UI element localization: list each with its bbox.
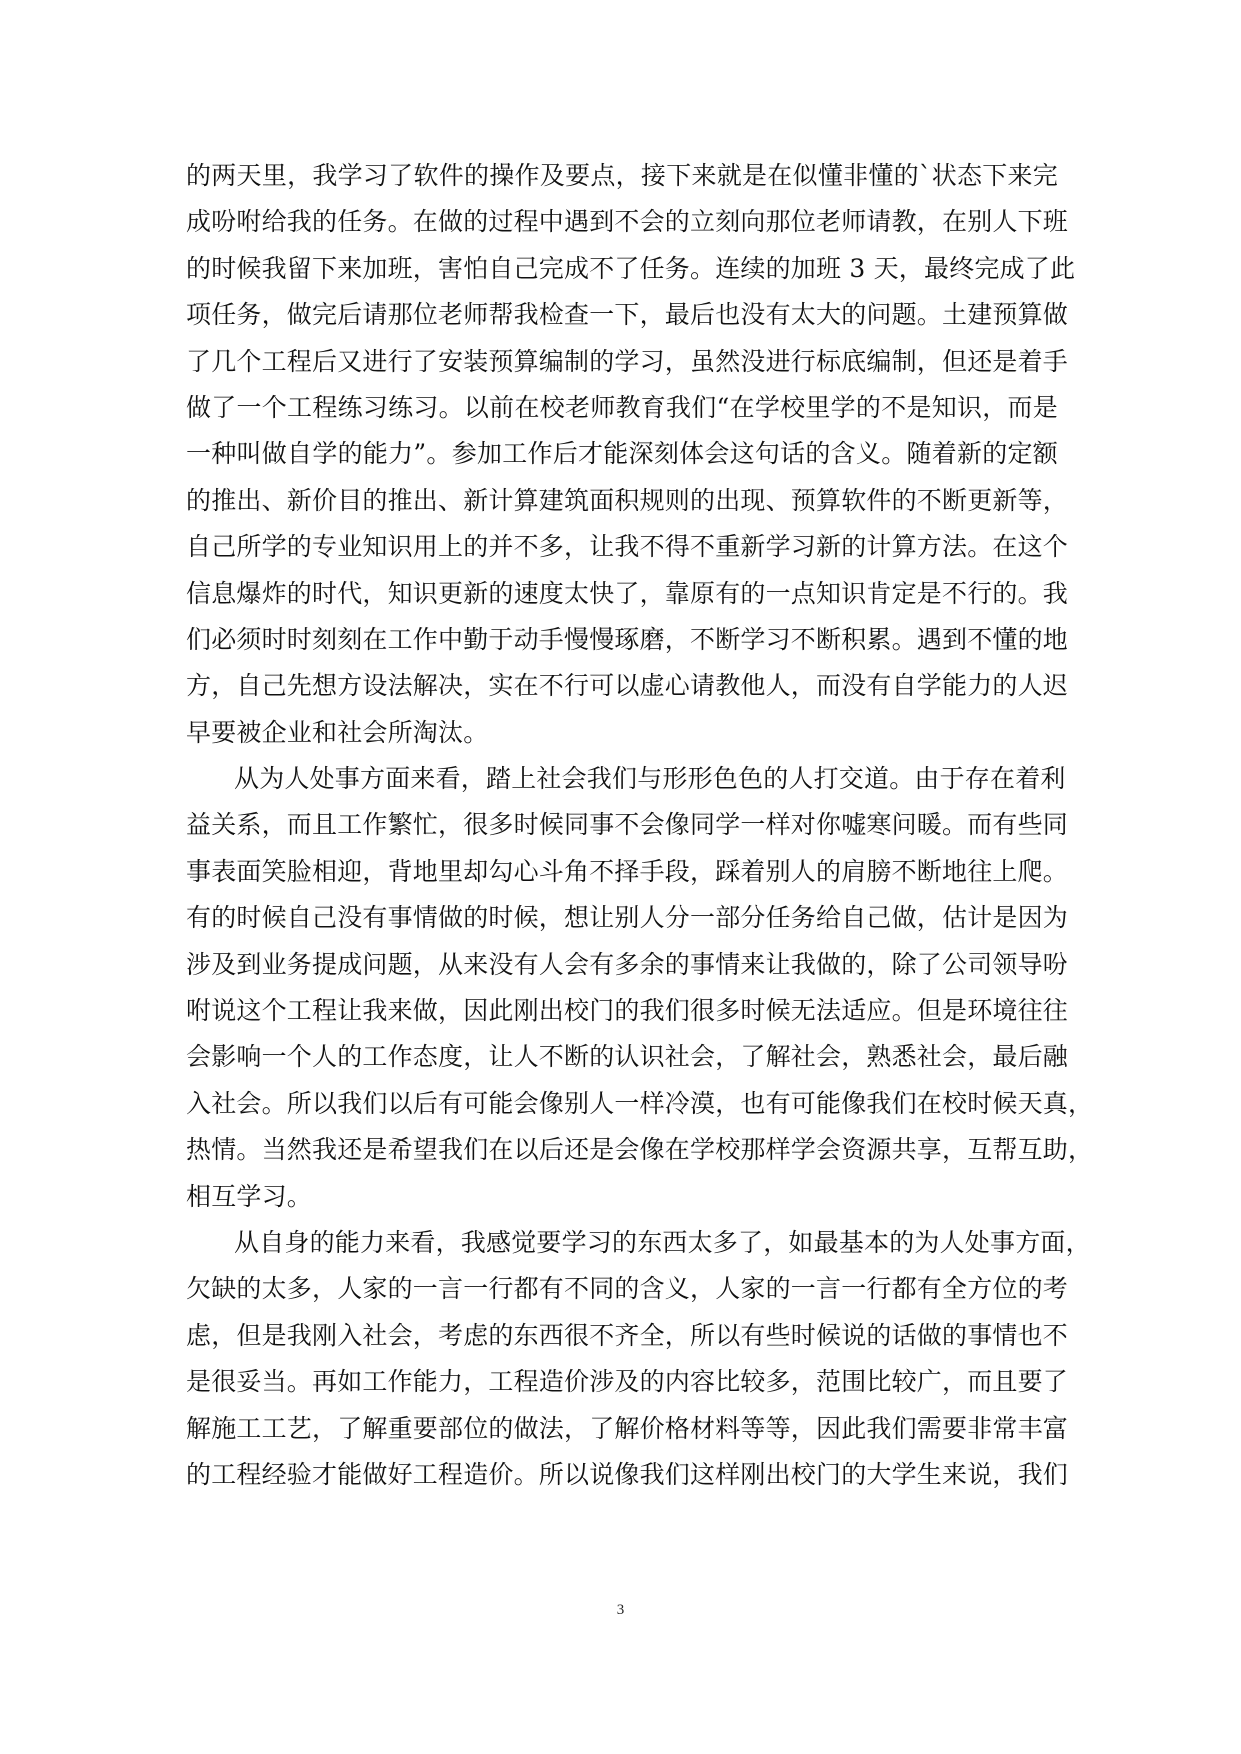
page-number: 3 [616, 1602, 625, 1618]
text-line: 咐说这个工程让我来做，因此刚出校门的我们很多时候无法适应。但是环境往往 [186, 996, 1069, 1026]
text-line: 是很妥当。再如工作能力，工程造价涉及的内容比较多，范围比较广，而且要了 [186, 1367, 1069, 1397]
text-line: 有的时候自己没有事情做的时候，想让别人分一部分任务给自己做，估计是因为 [186, 903, 1069, 933]
text-line: 解施工工艺，了解重要部位的做法，了解价格材料等等，因此我们需要非常丰富 [186, 1413, 1069, 1443]
text-line: 的时候我留下来加班，害怕自己完成不了任务。连续的加班 3 天，最终完成了此 [186, 253, 1076, 283]
text-line: 热情。当然我还是希望我们在以后还是会像在学校那样学会资源共享，互帮互助， [186, 1135, 1094, 1165]
text-line: 自己所学的专业知识用上的并不多，让我不得不重新学习新的计算方法。在这个 [186, 532, 1069, 562]
text-line: 一种叫做自学的能力”。参加工作后才能深刻体会这句话的含义。随着新的定额 [186, 439, 1058, 469]
text-line: 事表面笑脸相迎，背地里却勾心斗角不择手段，踩着别人的肩膀不断地往上爬。 [186, 856, 1069, 886]
text-line: 项任务，做完后请那位老师帮我检查一下，最后也没有太大的问题。土建预算做 [186, 300, 1069, 330]
text-line: 了几个工程后又进行了安装预算编制的学习，虽然没进行标底编制，但还是着手 [186, 346, 1069, 376]
text-line: 欠缺的太多，人家的一言一行都有不同的含义，人家的一言一行都有全方位的考 [186, 1274, 1069, 1304]
text-line: 的推出、新价目的推出、新计算建筑面积规则的出现、预算软件的不断更新等， [186, 485, 1069, 515]
text-line: 从为人处事方面来看，踏上社会我们与形形色色的人打交道。由于存在着利 [234, 764, 1066, 794]
text-line: 们必须时时刻刻在工作中勤于动手慢慢琢磨，不断学习不断积累。遇到不懂的地 [186, 624, 1069, 654]
text-line: 虑，但是我刚入社会，考虑的东西很不齐全，所以有些时候说的话做的事情也不 [186, 1320, 1069, 1350]
text-line: 相互学习。 [186, 1181, 313, 1211]
text-line: 成吩咐给我的任务。在做的过程中遇到不会的立刻向那位老师请教，在别人下班 [186, 207, 1069, 237]
text-line: 会影响一个人的工作态度，让人不断的认识社会，了解社会，熟悉社会，最后融 [186, 1042, 1069, 1072]
text-line: 方，自己先想方设法解决，实在不行可以虚心请教他人，而没有自学能力的人迟 [186, 671, 1069, 701]
text-line: 做了一个工程练习练习。以前在校老师教育我们“在学校里学的不是知识，而是 [186, 392, 1058, 422]
text-line: 从自身的能力来看，我感觉要学习的东西太多了，如最基本的为人处事方面， [234, 1227, 1091, 1257]
text-line: 信息爆炸的时代，知识更新的速度太快了，靠原有的一点知识肯定是不行的。我 [186, 578, 1069, 608]
text-line: 涉及到业务提成问题，从来没有人会有多余的事情来让我做的，除了公司领导吩 [186, 949, 1069, 979]
text-line: 入社会。所以我们以后有可能会像别人一样冷漠，也有可能像我们在校时候天真， [186, 1088, 1094, 1118]
text-line: 的两天里，我学习了软件的操作及要点，接下来就是在似懂非懂的`状态下来完 [186, 161, 1058, 190]
body-text [186, 153, 1094, 1498]
text-line: 的工程经验才能做好工程造价。所以说像我们这样刚出校门的大学生来说，我们 [186, 1459, 1069, 1489]
text-line: 早要被企业和社会所淘汰。 [186, 717, 489, 747]
text-line: 益关系，而且工作繁忙，很多时候同事不会像同学一样对你嘘寒问暖。而有些同 [186, 810, 1069, 840]
